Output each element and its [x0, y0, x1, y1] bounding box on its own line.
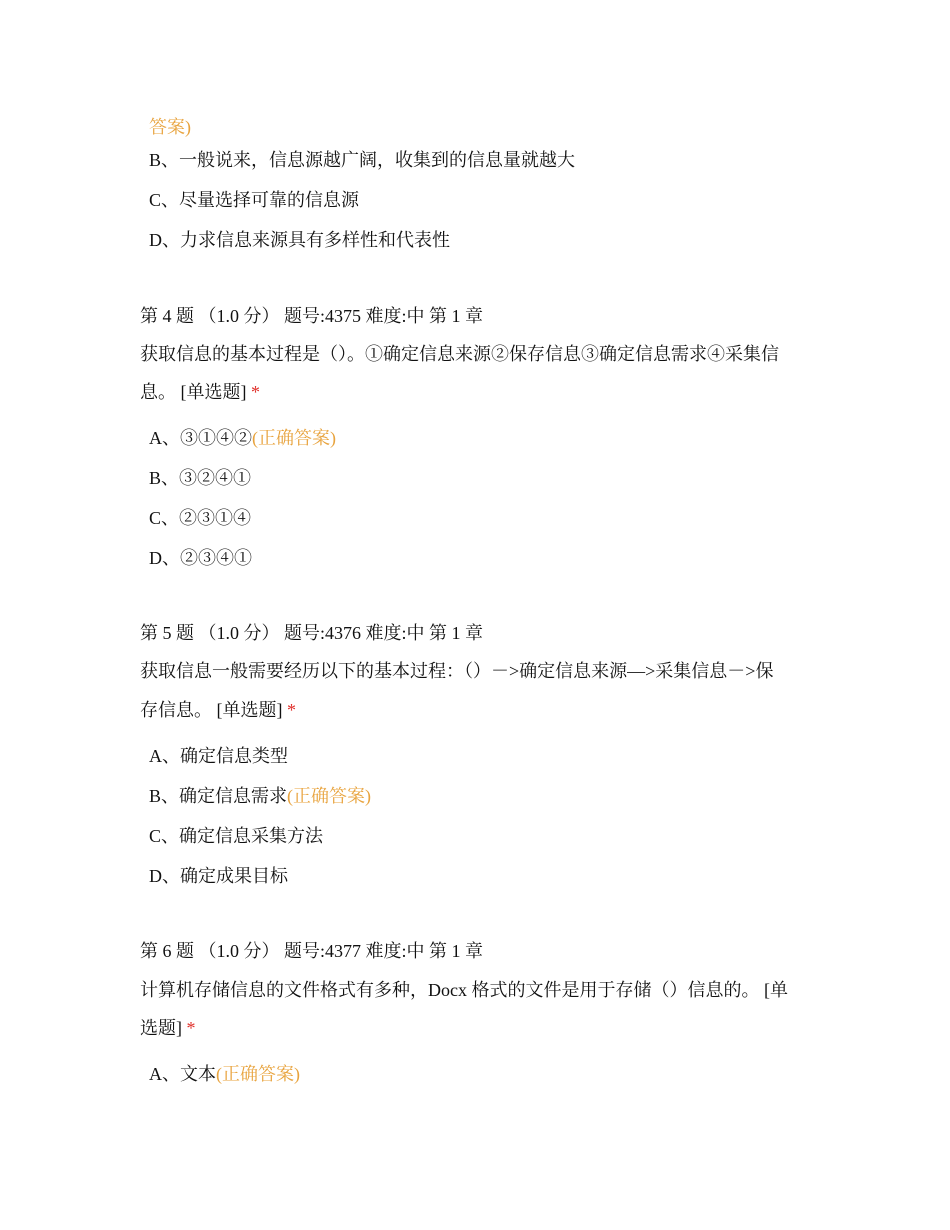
option-c: C、确定信息采集方法: [149, 826, 324, 846]
question-header: 第 5 题 （1.0 分） 题号:4376 难度:中 第 1 章: [140, 623, 484, 643]
option-a: A、确定信息类型: [149, 746, 288, 766]
option-text: B、确定信息需求: [149, 786, 288, 806]
option-b: B、一般说来，信息源越广阔，收集到的信息量就越大: [149, 150, 576, 170]
question-type: 息。 [单选题]: [140, 382, 247, 402]
option-b: B、③②④①: [149, 468, 252, 488]
question-text: 获取信息一般需要经历以下的基本过程：（）－>确定信息来源—>采集信息－>保: [140, 661, 774, 681]
option-d: D、②③④①: [149, 548, 252, 568]
question-text-continued: [140, 381, 260, 403]
option-b: [149, 785, 371, 807]
option-a: [149, 427, 336, 449]
option-d: D、力求信息来源具有多样性和代表性: [149, 230, 450, 250]
question-text: 计算机存储信息的文件格式有多种，Docx 格式的文件是用于存储（）信息的。 [单: [140, 980, 788, 1000]
option-c: C、尽量选择可靠的信息源: [149, 190, 360, 210]
option-c: C、②③①④: [149, 508, 252, 528]
option-text: A、③①④②: [149, 428, 252, 448]
required-mark: *: [186, 1018, 196, 1038]
option-text: A、文本: [149, 1064, 216, 1084]
question-text-continued: [140, 1017, 196, 1039]
correct-answer-label: (正确答案): [252, 428, 336, 448]
correct-answer-label: (正确答案): [216, 1064, 300, 1084]
question-header: 第 4 题 （1.0 分） 题号:4375 难度:中 第 1 章: [140, 306, 484, 326]
option-d: D、确定成果目标: [149, 866, 288, 886]
required-mark: *: [287, 700, 296, 720]
correct-answer-label: (正确答案): [287, 786, 372, 806]
answer-tail: 答案): [149, 117, 191, 137]
question-text-continued: [140, 699, 296, 721]
question-type: 存信息。 [单选题]: [140, 700, 283, 720]
question-header: 第 6 题 （1.0 分） 题号:4377 难度:中 第 1 章: [140, 941, 484, 961]
required-mark: *: [251, 382, 260, 402]
question-text: 获取信息的基本过程是（）。①确定信息来源②保存信息③确定信息需求④采集信: [140, 344, 779, 364]
option-a: [149, 1063, 300, 1085]
question-type: 选题]: [140, 1018, 182, 1038]
